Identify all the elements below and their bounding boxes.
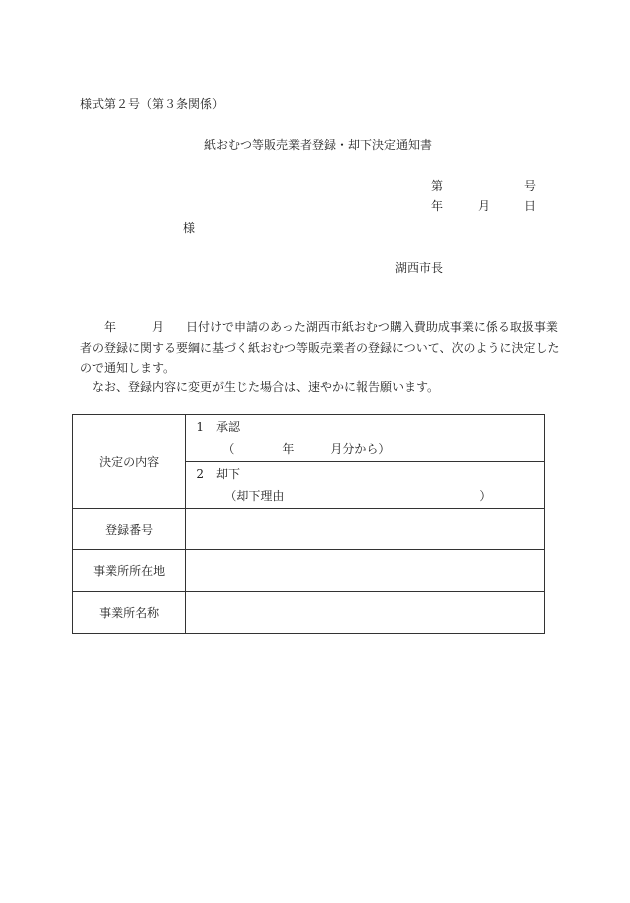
approval-label: 承認 <box>215 420 240 434</box>
number-dai: 第 <box>431 179 444 193</box>
rejection-label: 却下 <box>215 467 240 481</box>
date-year: 年 <box>431 199 444 213</box>
registration-number-field[interactable] <box>186 509 545 550</box>
approval-number: 1 <box>196 420 204 434</box>
body-date-month: 月 <box>152 320 165 334</box>
approval-option <box>186 416 544 438</box>
date-month: 月 <box>478 199 491 213</box>
body-paragraph-1-text: 日付けで申請のあった湖西市紙おむつ購入費助成事業に係る取扱事業者の登録に関する要綱に基づく紙おむつ等販売業者の登録について、次のように決定したので通知します。 <box>80 320 560 375</box>
rejection-close-paren: ） <box>479 489 492 503</box>
addressee-suffix: 様 <box>183 221 196 235</box>
body-paragraph-2 <box>80 377 560 398</box>
approval-period <box>186 438 544 460</box>
office-name-field[interactable] <box>186 592 545 634</box>
office-name-label: 事業所名称 <box>99 606 160 620</box>
office-location-label: 事業所所在地 <box>93 564 166 578</box>
form-number: 様式第２号（第３条関係） <box>80 97 225 111</box>
body-paragraph-2-text: なお、登録内容に変更が生じた場合は、速やかに報告願います。 <box>92 380 440 394</box>
document-title: 紙おむつ等販売業者登録・却下決定通知書 <box>204 138 433 152</box>
approval-year: 年 <box>282 442 295 456</box>
office-location-field[interactable] <box>186 550 545 592</box>
body-paragraph-1 <box>80 317 560 379</box>
number-gou: 号 <box>524 179 537 193</box>
issuer: 湖西市長 <box>395 261 444 275</box>
rejection-option <box>186 463 544 485</box>
approval-open-paren: （ <box>222 442 235 456</box>
office-location-label-cell <box>73 550 186 592</box>
body-date-year: 年 <box>104 320 117 334</box>
approval-option-cell[interactable] <box>186 415 545 462</box>
registration-number-label: 登録番号 <box>105 522 154 537</box>
rejection-reason-label: （却下理由 <box>224 489 285 503</box>
date-day: 日 <box>524 199 537 213</box>
rejection-number: 2 <box>196 467 204 481</box>
approval-month-from: 月分から） <box>330 442 391 456</box>
office-name-label-cell <box>73 592 186 634</box>
rejection-reason <box>186 485 544 507</box>
decision-label-cell <box>73 415 186 509</box>
registration-number-label-cell <box>73 509 186 550</box>
decision-label: 決定の内容 <box>99 455 160 469</box>
decision-table <box>72 414 545 634</box>
rejection-option-cell[interactable] <box>186 462 545 509</box>
